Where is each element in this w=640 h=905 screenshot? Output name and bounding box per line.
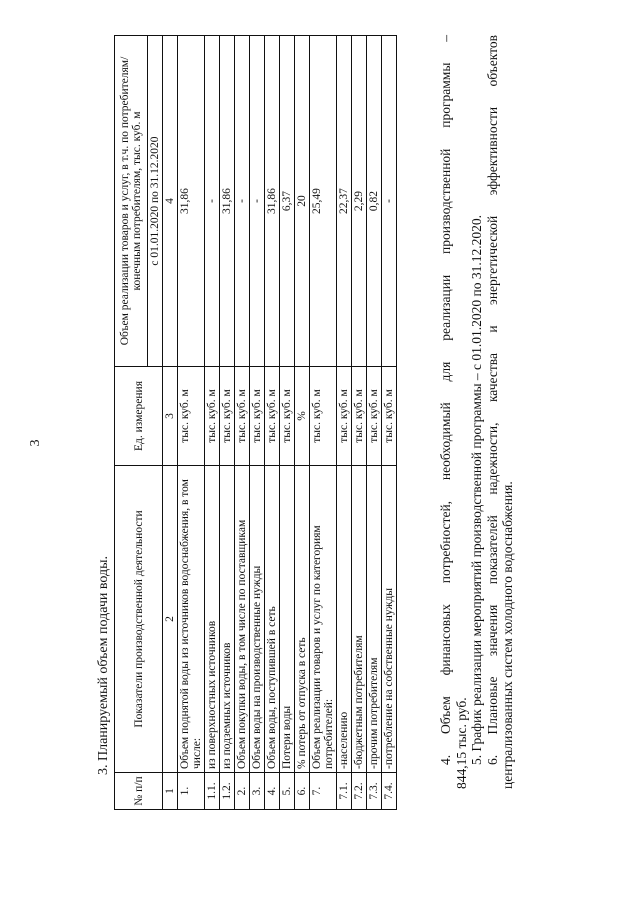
row-name: Объем реализации товаров и услуг по категориям потребителей:	[310, 466, 337, 773]
header-unit: Ед. измерения	[115, 367, 163, 466]
table-row	[295, 36, 310, 810]
row-value: -	[250, 36, 265, 367]
row-number: 4.	[265, 773, 280, 810]
row-unit: тыс. куб. м	[220, 367, 235, 466]
table-row	[337, 36, 352, 810]
row-unit: тыс. куб. м	[352, 367, 367, 466]
header-period: с 01.01.2020 по 31.12.2020	[148, 36, 163, 367]
row-unit: тыс. куб. м	[382, 367, 397, 466]
row-unit: тыс. куб. м	[235, 367, 250, 466]
header-volume: Объем реализации товаров и услуг, в т.ч. по потребителям/ конечным потребителям, тыс. куб. м	[115, 36, 148, 367]
row-value: 31,86	[220, 36, 235, 367]
row-value: 0,82	[367, 36, 382, 367]
paragraph-4-line-1: 4. Объем финансовых потребностей, необходимый для реализации производственной программы –	[438, 35, 453, 765]
table-row	[367, 36, 382, 810]
column-number: 3	[163, 367, 178, 466]
row-unit: тыс. куб. м	[265, 367, 280, 466]
column-number-row	[163, 36, 178, 810]
row-value: -	[235, 36, 250, 367]
table-row	[178, 36, 205, 810]
column-number: 2	[163, 466, 178, 773]
table-row	[280, 36, 295, 810]
row-name: -прочим потребителям	[367, 466, 382, 773]
row-name: Объем поднятой воды из источников водоснабжения, в том числе:	[178, 466, 205, 773]
row-unit: тыс. куб. м	[337, 367, 352, 466]
row-number: 2.	[235, 773, 250, 810]
row-number: 7.2.	[352, 773, 367, 810]
row-unit: тыс. куб. м	[205, 367, 220, 466]
row-name: -потребление на собственные нужды	[382, 466, 397, 773]
row-number: 6.	[295, 773, 310, 810]
row-unit: тыс. куб. м	[178, 367, 205, 466]
row-number: 7.1.	[337, 773, 352, 810]
table-row	[220, 36, 235, 810]
row-name: Объем покупки воды, в том числе по поставщикам	[235, 466, 250, 773]
row-number: 5.	[280, 773, 295, 810]
row-value: -	[382, 36, 397, 367]
paragraph-6-line-2: централизованных систем холодного водоснабжения.	[500, 481, 515, 789]
column-number: 1	[163, 773, 178, 810]
table-row	[250, 36, 265, 810]
row-value: 31,86	[178, 36, 205, 367]
table-row	[310, 36, 337, 810]
paragraphs-block	[438, 35, 516, 825]
row-number: 3.	[250, 773, 265, 810]
row-value: 2,29	[352, 36, 367, 367]
row-number: 7.4.	[382, 773, 397, 810]
row-number: 1.2.	[220, 773, 235, 810]
row-name: Объем воды на производственные нужды	[250, 466, 265, 773]
row-value: 6,37	[280, 36, 295, 367]
header-indicator: Показатели производственной деятельности	[115, 466, 163, 773]
row-name: % потерь от отпуска в сеть	[295, 466, 310, 773]
row-value: 20	[295, 36, 310, 367]
row-unit: тыс. куб. м	[367, 367, 382, 466]
table-row	[205, 36, 220, 810]
row-value: 25,49	[310, 36, 337, 367]
row-value: -	[205, 36, 220, 367]
row-value: 31,86	[265, 36, 280, 367]
row-name: из подземных источников	[220, 466, 235, 773]
row-name: -бюджетным потребителям	[352, 466, 367, 773]
table-row	[352, 36, 367, 810]
row-name: -населению	[337, 466, 352, 773]
row-number: 7.	[310, 773, 337, 810]
row-number: 7.3.	[367, 773, 382, 810]
paragraph-5: 5. График реализации мероприятий производственной программы – с 01.01.2020 по 31.12.2020.	[469, 214, 484, 765]
table-header-row	[115, 36, 148, 810]
row-number: 1.1.	[205, 773, 220, 810]
row-unit: тыс. куб. м	[310, 367, 337, 466]
water-supply-table	[114, 35, 397, 810]
column-number: 4	[163, 36, 178, 367]
page-number: 3	[28, 439, 43, 447]
row-name: Потери воды	[280, 466, 295, 773]
paragraph-6-line-1: 6. Плановые значения показателей надежности, качества и энергетической эффективности объектов	[484, 35, 500, 765]
row-unit: %	[295, 367, 310, 466]
header-no: № п/п	[115, 773, 163, 810]
section-title: 3. Планируемый объем подачи воды.	[96, 555, 111, 775]
table-row	[265, 36, 280, 810]
row-name: Объем воды, поступившей в сеть	[265, 466, 280, 773]
table-row	[235, 36, 250, 810]
paragraph-4-line-2: 844,15 тыс. руб.	[453, 697, 469, 789]
table-row	[382, 36, 397, 810]
row-unit: тыс. куб. м	[250, 367, 265, 466]
row-number: 1.	[178, 773, 205, 810]
row-value: 22,37	[337, 36, 352, 367]
row-name: из поверхностных источников	[205, 466, 220, 773]
row-unit: тыс. куб. м	[280, 367, 295, 466]
